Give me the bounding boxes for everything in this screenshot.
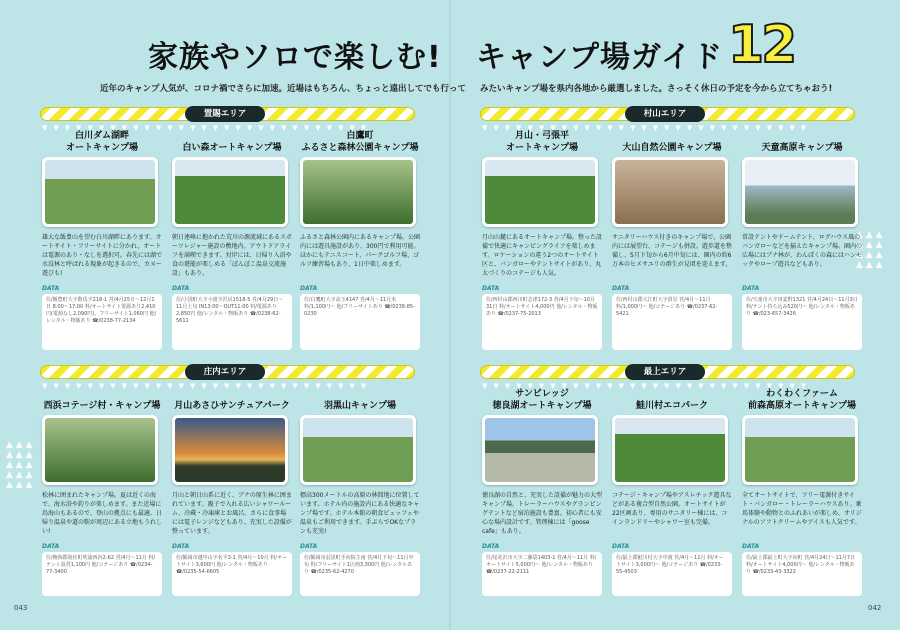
campsite-photo [300, 415, 416, 485]
campsite-name: 鮭川村エコパーク [635, 401, 708, 411]
data-heading: DATA [42, 285, 60, 292]
lead-right: みたいキャンプ場を県内各地から厳選しました。さっそく休日の予定を今から立てちゃおう! [480, 84, 833, 94]
campsite-description: 月山山麓にあるオートキャンプ場。整った設備で快適にキャンピングライフを楽しめます。ロケーションの違う2つのオートサイト区と、バンガローやテントサイトがあり、丸太づくりのコテージも人気。 [482, 234, 602, 277]
page-number-left: 043 [14, 604, 28, 612]
campsite-photo [172, 157, 288, 227]
campsite-card [482, 382, 602, 596]
bunting-decoration: ▼▼▼▼▼▼▼▼▼▼▼▼▼▼▼▼▼▼▼▼▼▼▼▼▼▼▼▼▼ [482, 382, 813, 390]
data-heading: DATA [612, 285, 630, 292]
campsite-photo [742, 157, 858, 227]
campsite-card [612, 382, 732, 596]
campsite-card [172, 124, 292, 350]
campsite-info: 住/天童市大字田麦野1321 営/4月24日〜11月3日 料/テント持ち込み520円〜 他/レンタル・物販あり ☎/023-657-3426 [742, 294, 862, 350]
campsite-info: 住/白鷹町大字高玉4147 営/4月〜11月末 料/1,100円〜 他/フリーサイトあり ☎/0238-85-0230 [300, 294, 420, 350]
campsite-info: 住/飽海郡遊佐町吹浦西浜2-62 営/4月〜11月 料/テント設営1,100円 他/コテージあり ☎/0234-77-3400 [42, 552, 162, 596]
campsite-photo [612, 157, 728, 227]
campsite-info: 住/最上郡鮭川村大字中渡 営/4月〜11月 料/オートサイト3,000円〜 他/コテージあり ☎/0233-55-4503 [612, 552, 732, 596]
campsite-name: サンビレッジ 徳良湖オートキャンプ場 [492, 389, 592, 411]
page-number-right: 042 [868, 604, 882, 612]
campsite-card [742, 124, 862, 350]
campsite-description: サニタリーハウス付きのキャンプ場で、公園内には展望台、コテージも併設。遊歩道を整備し、5月下旬から6月中旬には、園内の約6万本のヒメサユリの群生が見頃を迎えます。 [612, 234, 732, 268]
campsite-info: 住/飯豊町大字数馬字218-1 営/4月25日〜12月1日 8:00〜17:00 料/オートサイト電源あり2,410円(電源なし2,090円)、フリーサイト1,060円 他/レンタル・物販あり ☎/0238-77-2134 [42, 294, 162, 350]
campsite-photo [42, 415, 158, 485]
campsite-card [172, 382, 292, 596]
campsite-name: 羽黒山キャンプ場 [323, 401, 396, 411]
campsite-name: 西浜コテージ村・キャンプ場 [43, 401, 161, 411]
campsite-description: 松林に囲まれたキャンプ場。夏は近くの海で、海水浴や釣りが楽しめます。また近場に鳥海山もあるので、登山の拠点にも最適。日帰り温泉や道の駅が周辺にある立地もうれしい! [42, 492, 162, 535]
campsite-card [612, 124, 732, 350]
campsite-info: 住/小国町大字小渡字沢尻1518-5 営/4月29日〜11月上旬 IN13:00〜OUT11:00 料/電源あり2,850円 他/レンタル・物販あり ☎/0238-62-5611 [172, 294, 292, 350]
campsite-info: 住/西村山郡大江町大字貫見 営/4月〜11月 料/1,000円〜 他/コテージあり ☎/0237-62-5421 [612, 294, 732, 350]
campsite-description: 全てオートサイトで、フリー電源付きサイト・バンガロー・トレーラーハウスあり。乗馬体験や動物とのふれあいが楽しめ、オリジナルのソフトクリームやアイスも人気です。 [742, 492, 862, 526]
campsite-card [42, 382, 162, 596]
area-label-mogami: 最上エリア [625, 364, 705, 380]
campsite-info: 住/西村山郡西川町志津172-3 営/4月下旬〜10月31日 料/オートサイト4,000円 他/レンタル・物販あり ☎/0237-75-2013 [482, 294, 602, 350]
campsite-description: ふるさと森林公園内にあるキャンプ場。公園内には遊具施設があり、300円で利用可能。ほかにもテニスコート、パークゴルフ場、ゴルフ練習場もあり、1日中楽しめます。 [300, 234, 420, 268]
bunting-decoration: ▼▼▼▼▼▼▼▼▼▼▼▼▼▼▼▼▼▼▼▼▼▼▼▼▼▼▼▼▼ [42, 382, 373, 390]
campsite-card [742, 382, 862, 596]
triangle-pattern-icon: ▲ ▲ ▲ ▲ ▲ ▲ ▲ ▲ ▲ ▲ ▲ ▲ ▲ ▲ ▲ [6, 440, 33, 490]
campsite-name: 白い森オートキャンプ場 [182, 143, 282, 153]
campsite-description: コテージ・キャンプ場やアスレチック遊具などがある複合型自然公園。オートサイトが22区画あり、専用のサニタリー棟には、コインランドリーやシャワー室も完備。 [612, 492, 732, 526]
campsite-description: 標高300メートルの高原の林間地に位置しています。ホテル内の施設内にある快適なキャンプ場です。ホテル本館の朝食ビュッフェや温泉もご利用できます。手ぶらでOKなプランも充実! [300, 492, 420, 535]
data-heading: DATA [742, 285, 760, 292]
data-heading: DATA [172, 543, 190, 550]
campsite-photo [742, 415, 858, 485]
campsite-description: 雄大な飯豊山を望む白川湖畔にあります。オートサイト・フリーサイトに分かれ、オートは電源のあり・なしを選択可。春先には湖で水没林と呼ばれる現象が起きるので、カヌー遊びも! [42, 234, 162, 277]
data-heading: DATA [42, 543, 60, 550]
campsite-photo [172, 415, 288, 485]
area-label-murayama: 村山エリア [625, 106, 705, 122]
campsite-info: 住/鶴岡市羽黒町手向院主南 営/4月下旬〜11月中旬 料/フリーサイト1区画3,300円 他/レンタルあり ☎/0235-62-4270 [300, 552, 420, 596]
title-right: キャンプ場ガイド [476, 40, 724, 75]
campsite-name: 白鷹町 ふるさと森林公園キャンプ場 [301, 131, 419, 153]
campsite-name: 月山・弓張平 オートキャンプ場 [505, 131, 578, 153]
area-label-okitama: 置賜エリア [185, 106, 265, 122]
campsite-description: 徳良湖の自然と、充実した設備が魅力の大型キャンプ場。トレーラーハウスやグランピングテントなど宿泊施設も豊富。初心者にも安心な場内設計です。管理棟には「goose cafe」もあり。 [482, 492, 602, 535]
campsite-card [42, 124, 162, 350]
campsite-card [300, 382, 420, 596]
lead-left: 近年のキャンプ人気が、コロナ禍でさらに加速。近場はもちろん、ちょっと遠出してでも行って [100, 84, 467, 94]
page-gutter [449, 0, 451, 630]
bunting-decoration: ▼▼▼▼▼▼▼▼▼▼▼▼▼▼▼▼▼▼▼▼▼▼▼▼▼▼▼▼▼ [42, 124, 373, 132]
triangle-pattern-icon: ▲ ▲ ▲ ▲ ▲ ▲ ▲ ▲ ▲ ▲ ▲ ▲ [856, 230, 883, 270]
campsite-info: 住/最上郡最上町大字向町 営/4月24日〜11月7日 料/オートサイト4,000円〜 他/レンタル・物販あり ☎/0233-43-3322 [742, 552, 862, 596]
data-heading: DATA [300, 285, 318, 292]
data-heading: DATA [482, 285, 500, 292]
campsite-description: 常設テントやドームテント、ログハウス風のバンガローなどを揃えたキャンプ場。園内の広場にはブナ林が、わんぱくの森にはハンモックやロープ遊具などもあり。 [742, 234, 862, 268]
bunting-decoration: ▼▼▼▼▼▼▼▼▼▼▼▼▼▼▼▼▼▼▼▼▼▼▼▼▼▼▼▼▼ [482, 124, 813, 132]
campsite-photo [612, 415, 728, 485]
data-heading: DATA [482, 543, 500, 550]
title-number: 12 [728, 15, 795, 75]
campsite-card [300, 124, 420, 350]
campsite-name: 大山自然公園キャンプ場 [622, 143, 722, 153]
campsite-name: わくわくファーム 前森高原オートキャンプ場 [747, 389, 856, 411]
campsite-description: 月山と朝日山系に近く、ブナの原生林に囲まれています。親子で入れる広いシャワールーム、冷蔵・冷凍庫とお風呂、さらに食事場には電子レンジなどもあり、充実した設備が整っています。 [172, 492, 292, 535]
data-heading: DATA [172, 285, 190, 292]
campsite-card [482, 124, 602, 350]
area-label-shonai: 庄内エリア [185, 364, 265, 380]
campsite-name: 天童高原キャンプ場 [761, 143, 843, 153]
campsite-photo [42, 157, 158, 227]
campsite-photo [300, 157, 416, 227]
data-heading: DATA [742, 543, 760, 550]
campsite-photo [482, 157, 598, 227]
campsite-description: 朝日連峰に抱かれた荒川の源流域にあるスポーツレジャー施設の敷地内。アウトドアライフを満喫できます。対岸には、日帰り入浴や食の堪能が楽しめる「ぽんぽこ温泉交流施設」もあり。 [172, 234, 292, 277]
title-left: 家族やソロで楽しむ! [148, 40, 442, 75]
campsite-name: 月山あさひサンチュアパーク [174, 401, 290, 411]
data-heading: DATA [612, 543, 630, 550]
campsite-photo [482, 415, 598, 485]
campsite-info: 住/鶴岡市越中山字名平3-1 営/4月〜10月 料/オートサイト3,600円 他/レンタル・物販あり ☎/0235-54-6605 [172, 552, 292, 596]
campsite-info: 住/尾花沢市大字二藤袋1403-1 営/4月〜11月 料/オートサイト5,000円〜 他/レンタル・物販あり ☎/0237-22-2111 [482, 552, 602, 596]
data-heading: DATA [300, 543, 318, 550]
campsite-name: 白川ダム湖畔 オートキャンプ場 [65, 131, 138, 153]
